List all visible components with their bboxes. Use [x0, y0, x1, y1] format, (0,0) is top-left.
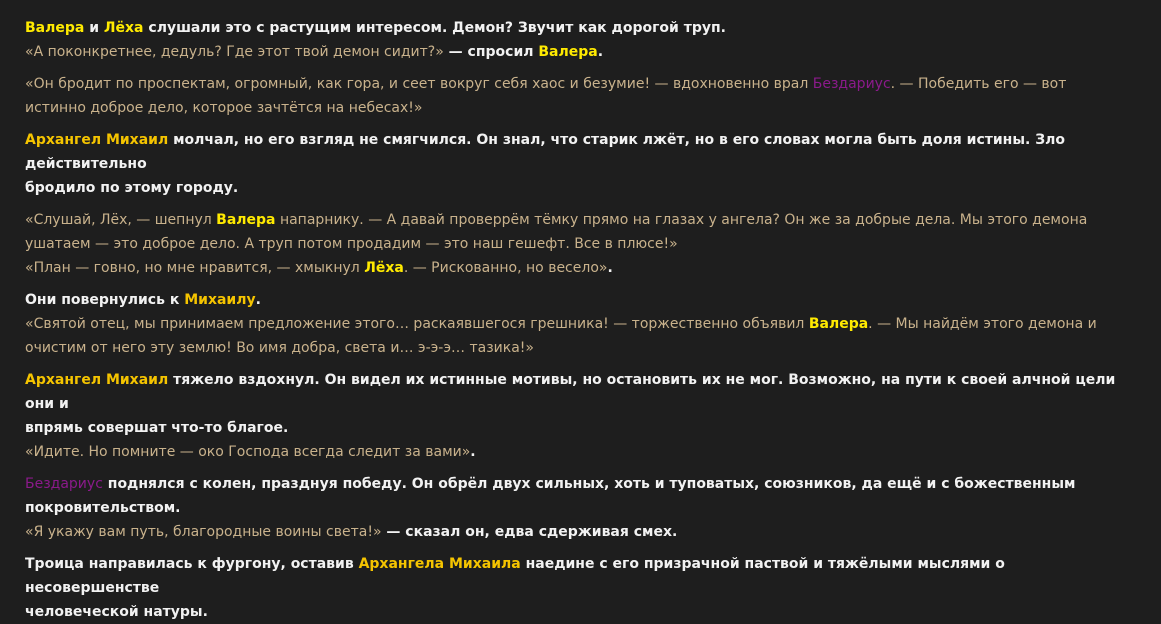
text-fragment: «Я укажу вам путь, благородные воины света!» [25, 524, 382, 540]
text-fragment: «Слушай, Лёх, — шепнул [25, 212, 217, 228]
narration-fragment: . [597, 44, 604, 60]
text-fragment: молчал, но его взгляд не смягчился. Он знал, что старик лжёт, но в его словах могла быть доля истины. Зло действительно [25, 132, 1066, 172]
text-fragment: слушали это с растущим интересом. Демон? Звучит как дорогой труп. [143, 20, 726, 36]
narration-line [25, 16, 1121, 40]
text-fragment: . [255, 292, 261, 308]
text-fragment: напарнику. — А давай проверрём тёмку прямо на глазах у ангела? Он же за добрые дела. Мы этого демона [275, 212, 1088, 228]
text-fragment: покровительством. [25, 500, 181, 516]
text-fragment: . — Мы найдём этого демона и [868, 316, 1097, 332]
text-fragment: . — Рискованно, но весело» [403, 260, 608, 276]
text-fragment: Они повернулись к [25, 292, 185, 308]
narration-fragment: . [607, 260, 613, 276]
text-fragment: бродило по этому городу. [25, 180, 239, 196]
story-paragraph [25, 16, 1121, 64]
character-name: Архангела Михаила [358, 556, 521, 572]
character-name: Лёха [364, 260, 404, 276]
narration-line [25, 552, 1121, 600]
dialogue-line [25, 208, 1121, 232]
narration-fragment: — спросил [443, 44, 539, 60]
character-name: Валера [25, 20, 85, 36]
dialogue-line [25, 72, 1121, 96]
text-fragment: наедине с его призрачной паствой и тяжёлыми мыслями о несовершенстве [25, 556, 1005, 596]
story-paragraph [25, 208, 1121, 280]
narration-line [25, 288, 1121, 312]
text-fragment: ушатаем — это доброе дело. А труп потом продадим — это наш гешефт. Все в плюсе!» [25, 236, 678, 252]
narration-line [25, 128, 1121, 176]
character-name: Архангел Михаил [25, 132, 169, 148]
narration-fragment: — сказал он, едва сдерживая смех. [381, 524, 678, 540]
text-fragment: истинно доброе дело, которое зачтётся на небесах!» [25, 100, 423, 116]
dialogue-line [25, 520, 1121, 544]
character-name: Лёха [103, 20, 144, 36]
character-name: Бездариус [25, 476, 103, 492]
story-paragraph [25, 368, 1121, 464]
text-fragment: очистим от него эту землю! Во имя добра, света и… э-э-э… тазика!» [25, 340, 534, 356]
text-fragment: и [84, 20, 104, 36]
dialogue-line [25, 440, 1121, 464]
narration-line [25, 176, 1121, 200]
narration-line [25, 368, 1121, 416]
dialogue-line [25, 232, 1121, 256]
narration-line [25, 496, 1121, 520]
text-fragment: Троица направилась к фургону, оставив [25, 556, 359, 572]
text-fragment: «А поконкретнее, дедуль? Где этот твой демон сидит?» [25, 44, 444, 60]
character-name: Михаилу [184, 292, 256, 308]
text-fragment: впрямь совершат что-то благое. [25, 420, 289, 436]
dialogue-line [25, 336, 1121, 360]
text-fragment: человеческой натуры. [25, 604, 208, 620]
dialogue-line [25, 256, 1121, 280]
text-fragment: . — Победить его — вот [890, 76, 1067, 92]
text-fragment: тяжело вздохнул. Он видел их истинные мотивы, но остановить их не мог. Возможно, на пути к своей алчной цели они и [25, 372, 1116, 412]
narration-line [25, 416, 1121, 440]
story-paragraph [25, 128, 1121, 200]
character-name: Валера [216, 212, 276, 228]
character-name: Валера [808, 316, 869, 332]
story-paragraph [25, 72, 1121, 120]
dialogue-line [25, 96, 1121, 120]
character-name: Бездариус [812, 76, 891, 92]
text-fragment: «Он бродит по проспектам, огромный, как гора, и сеет вокруг себя хаос и безумие! — вдохновенно врал [25, 76, 813, 92]
character-name: Валера [538, 44, 598, 60]
story-paragraph [25, 472, 1121, 544]
text-fragment: «План — говно, но мне нравится, — хмыкнул [25, 260, 365, 276]
dialogue-line [25, 40, 1121, 64]
narration-line [25, 600, 1121, 624]
story-paragraph [25, 552, 1121, 624]
dialogue-line [25, 312, 1121, 336]
character-name: Архангел Михаил [25, 372, 169, 388]
narration-fragment: . [470, 444, 476, 460]
story-paragraph [25, 288, 1121, 360]
text-fragment: «Святой отец, мы принимаем предложение этого… раскаявшегося грешника! — торжественно объявил [25, 316, 809, 332]
narration-line [25, 472, 1121, 496]
text-fragment: поднялся с колен, празднуя победу. Он обрёл двух сильных, хоть и туповатых, союзников, да ещё и с божественным [102, 476, 1076, 492]
text-fragment: «Идите. Но помните — око Господа всегда следит за вами» [25, 444, 471, 460]
